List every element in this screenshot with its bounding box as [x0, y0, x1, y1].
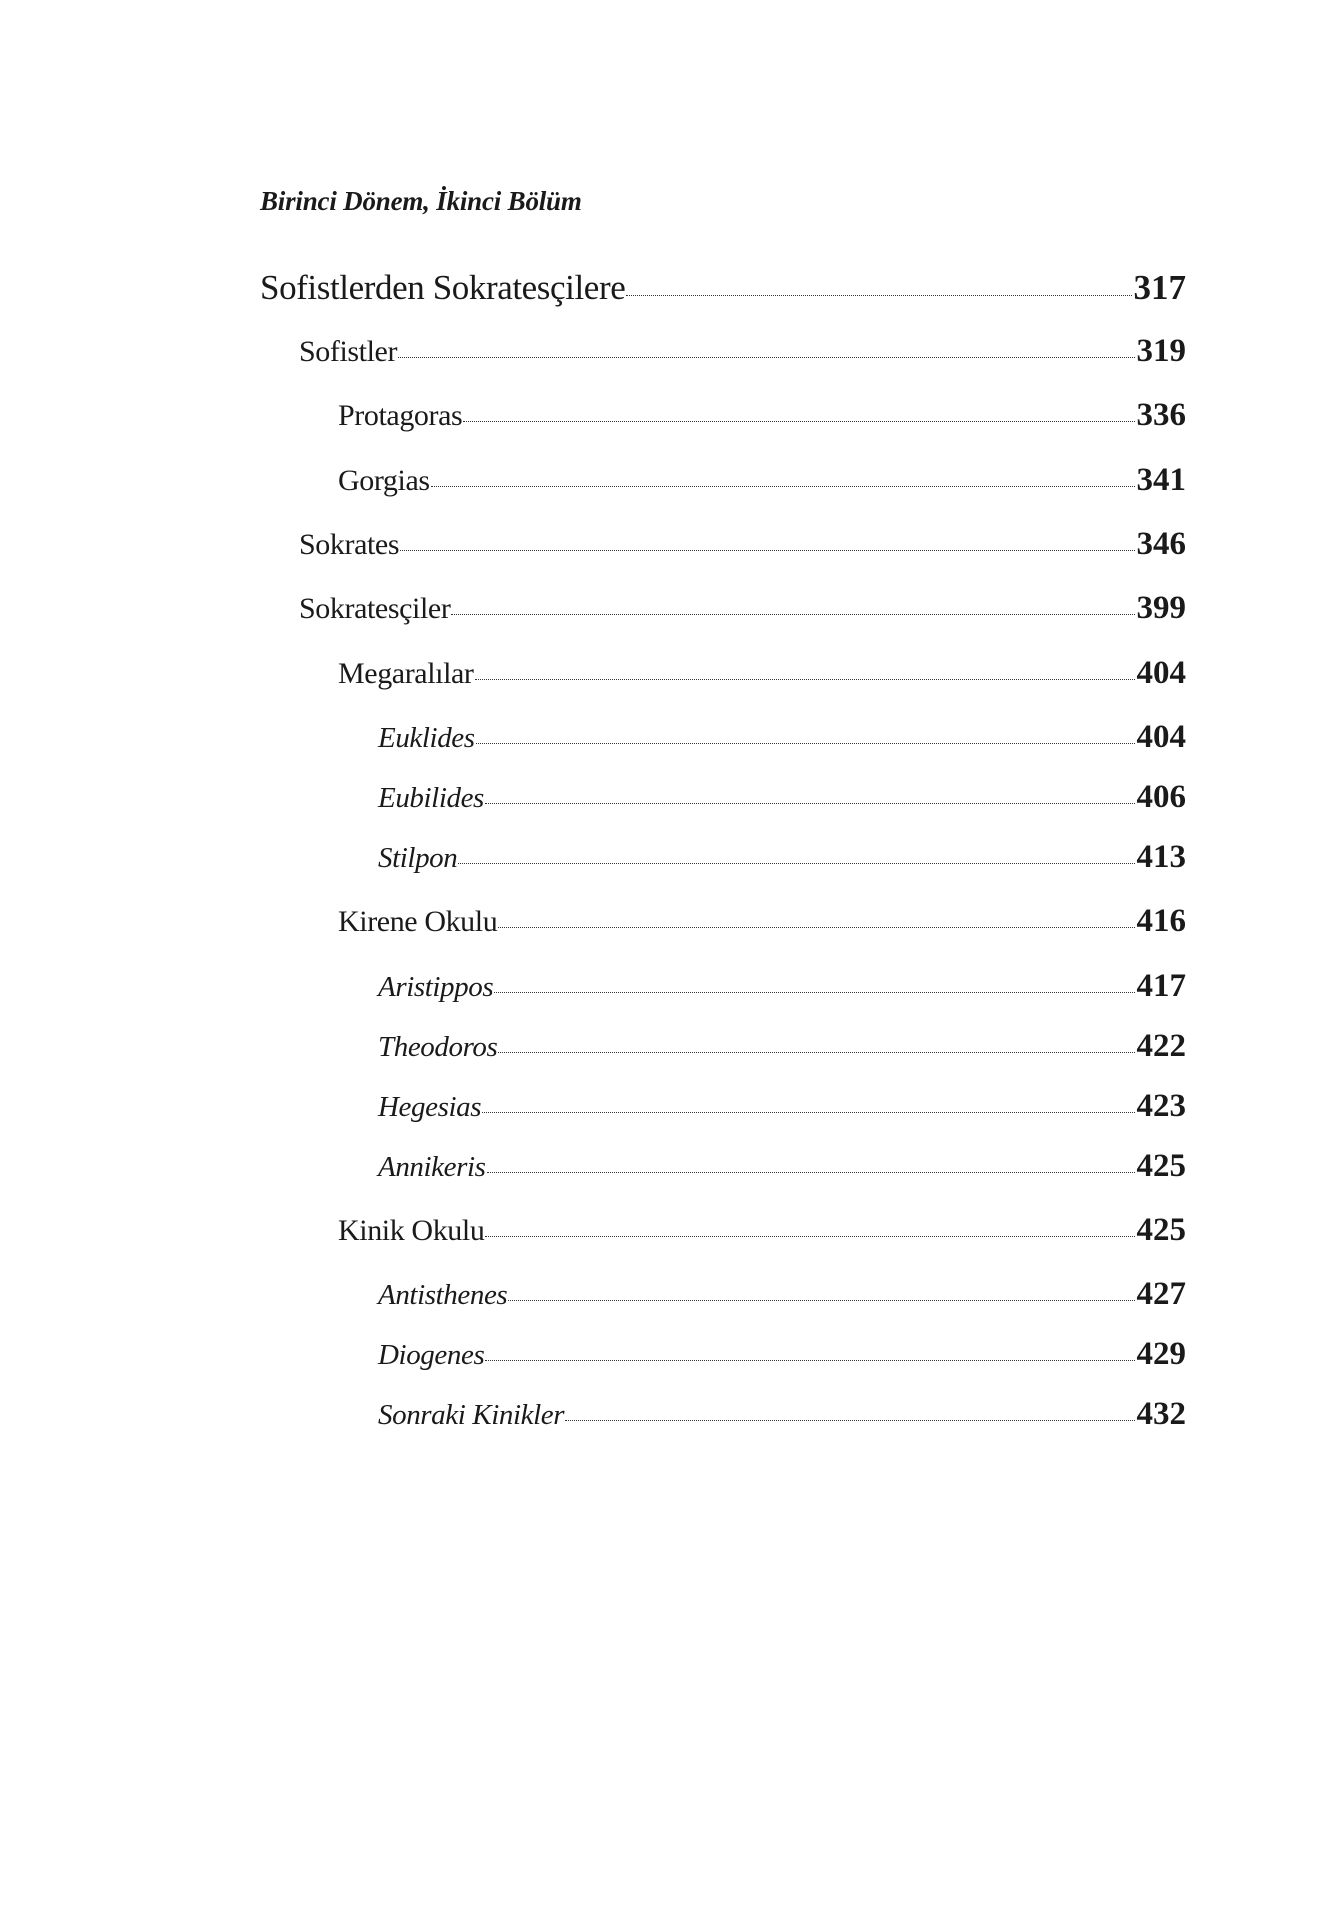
- toc-entry[interactable]: [378, 1148, 1186, 1185]
- toc-entry-title: Sonraki Kinikler: [378, 1399, 565, 1431]
- toc-entry[interactable]: [299, 526, 1186, 563]
- toc-entry[interactable]: [378, 1028, 1186, 1065]
- toc-entry-page-number: 341: [1136, 462, 1186, 498]
- toc-entry-page-number: 416: [1136, 903, 1186, 939]
- toc-entry[interactable]: [378, 779, 1186, 816]
- dot-leader: [458, 863, 1134, 864]
- toc-entry-page-number: 413: [1136, 839, 1186, 875]
- dot-leader: [565, 1420, 1134, 1421]
- dot-leader: [485, 1360, 1134, 1361]
- toc-entry-page-number: 432: [1136, 1396, 1186, 1432]
- dot-leader: [498, 1052, 1134, 1053]
- toc-entry-title: Diogenes: [378, 1339, 485, 1371]
- toc-entry-title: Eubilides: [378, 782, 484, 814]
- toc-entry-page-number: 399: [1136, 590, 1186, 626]
- dot-leader: [498, 927, 1134, 928]
- toc-entry-page-number: 319: [1136, 333, 1186, 369]
- toc-entry-title: Megaralılar: [338, 657, 474, 690]
- toc-entry-title: Gorgias: [338, 464, 430, 497]
- toc-entry-title: Antisthenes: [378, 1279, 508, 1311]
- toc-entry-title: Euklides: [378, 722, 475, 754]
- toc-entry-title: Aristippos: [378, 971, 494, 1003]
- toc-entry-title: Sokrates: [299, 528, 400, 561]
- toc-entry-title: Sokratesçiler: [299, 592, 451, 625]
- toc-entry[interactable]: [299, 590, 1186, 627]
- toc-entry[interactable]: [378, 719, 1186, 756]
- toc-entry[interactable]: [299, 333, 1186, 370]
- toc-entry-title: Annikeris: [378, 1151, 486, 1183]
- toc-entry-page-number: 423: [1136, 1088, 1186, 1124]
- toc-entry-page-number: 425: [1136, 1148, 1186, 1184]
- toc-entry[interactable]: [338, 462, 1186, 499]
- dot-leader: [485, 1236, 1134, 1237]
- toc-entry-page-number: 404: [1136, 719, 1186, 755]
- toc-entry[interactable]: [378, 1396, 1186, 1433]
- toc-entry-page-number: 404: [1136, 655, 1186, 691]
- toc-entry-title: Hegesias: [378, 1091, 482, 1123]
- toc-entry-title: Stilpon: [378, 842, 458, 874]
- dot-leader: [398, 357, 1134, 358]
- dot-leader: [487, 1172, 1135, 1173]
- toc-entry-page-number: 346: [1136, 526, 1186, 562]
- dot-leader: [508, 1300, 1134, 1301]
- running-header: Birinci Dönem, İkinci Bölüm: [260, 186, 582, 216]
- toc-entry-page-number: 429: [1136, 1336, 1186, 1372]
- toc-entry-title: Sofistler: [299, 335, 398, 368]
- toc-entry-page-number: 336: [1136, 397, 1186, 433]
- toc-entry-title: Protagoras: [338, 399, 463, 432]
- toc-entry[interactable]: [338, 903, 1186, 940]
- toc-entry[interactable]: [260, 268, 1186, 308]
- dot-leader: [463, 421, 1134, 422]
- toc-entry-title: Kinik Okulu: [338, 1214, 485, 1247]
- toc-entry[interactable]: [378, 968, 1186, 1005]
- dot-leader: [400, 550, 1134, 551]
- toc-entry-title: Kirene Okulu: [338, 905, 498, 938]
- toc-entry-page-number: 406: [1136, 779, 1186, 815]
- toc-entry[interactable]: [338, 655, 1186, 692]
- toc-entry-title: Sofistlerden Sokratesçilere: [260, 268, 626, 307]
- toc-entry[interactable]: [378, 1088, 1186, 1125]
- toc-entry[interactable]: [378, 1276, 1186, 1313]
- dot-leader: [431, 486, 1135, 487]
- dot-leader: [494, 992, 1134, 993]
- toc-entry[interactable]: [338, 1212, 1186, 1249]
- dot-leader: [482, 1112, 1134, 1113]
- toc-entry-page-number: 317: [1133, 268, 1186, 307]
- dot-leader: [485, 803, 1135, 804]
- dot-leader: [475, 679, 1135, 680]
- toc-entry[interactable]: [338, 397, 1186, 434]
- toc-entry[interactable]: [378, 1336, 1186, 1373]
- toc-entry-page-number: 425: [1136, 1212, 1186, 1248]
- toc-entry[interactable]: [378, 839, 1186, 876]
- toc-entry-title: Theodoros: [378, 1031, 498, 1063]
- dot-leader: [476, 743, 1135, 744]
- dot-leader: [626, 295, 1131, 296]
- toc-entry-page-number: 417: [1136, 968, 1186, 1004]
- toc-entry-page-number: 427: [1136, 1276, 1186, 1312]
- toc-entry-page-number: 422: [1136, 1028, 1186, 1064]
- dot-leader: [451, 614, 1134, 615]
